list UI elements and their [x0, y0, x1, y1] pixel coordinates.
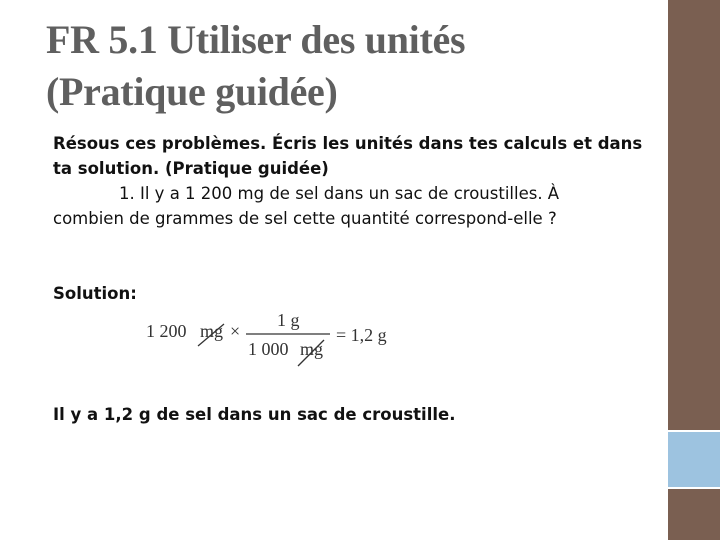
sidebar-accent-block: [668, 432, 720, 487]
equation-start-unit: mg: [200, 321, 224, 341]
sidebar-band-bottom: [668, 489, 720, 540]
sidebar-band-top: [668, 0, 720, 430]
slide-title: [46, 14, 646, 118]
instruction-line-1: Résous ces problèmes. Écris les unités dans tes calculs et dans: [53, 134, 643, 153]
instruction-text: [53, 131, 653, 181]
answer-text: Il y a 1,2 g de sel dans un sac de croustille.: [53, 405, 456, 424]
solution-label: Solution:: [53, 284, 137, 303]
problem-line-1: 1. Il y a 1 200 mg de sel dans un sac de croustilles. À: [119, 184, 560, 203]
equation-times-sign: ×: [230, 321, 241, 341]
problem-line-2: combien de grammes de sel cette quantité correspond-elle ?: [53, 209, 557, 228]
title-line-1: FR 5.1 Utiliser des unités: [46, 17, 466, 62]
instruction-line-2: ta solution. (Pratique guidée): [53, 159, 329, 178]
equation-start-value: 1 200: [146, 321, 187, 341]
problem-text: [53, 181, 653, 231]
equation-denominator-value: 1 000: [248, 339, 289, 359]
title-line-2: (Pratique guidée): [46, 69, 338, 114]
equation-result: = 1,2 g: [336, 325, 387, 345]
equation-denominator-unit: mg: [300, 339, 324, 359]
equation-numerator: 1 g: [277, 310, 300, 330]
unit-conversion-equation: [140, 304, 410, 374]
